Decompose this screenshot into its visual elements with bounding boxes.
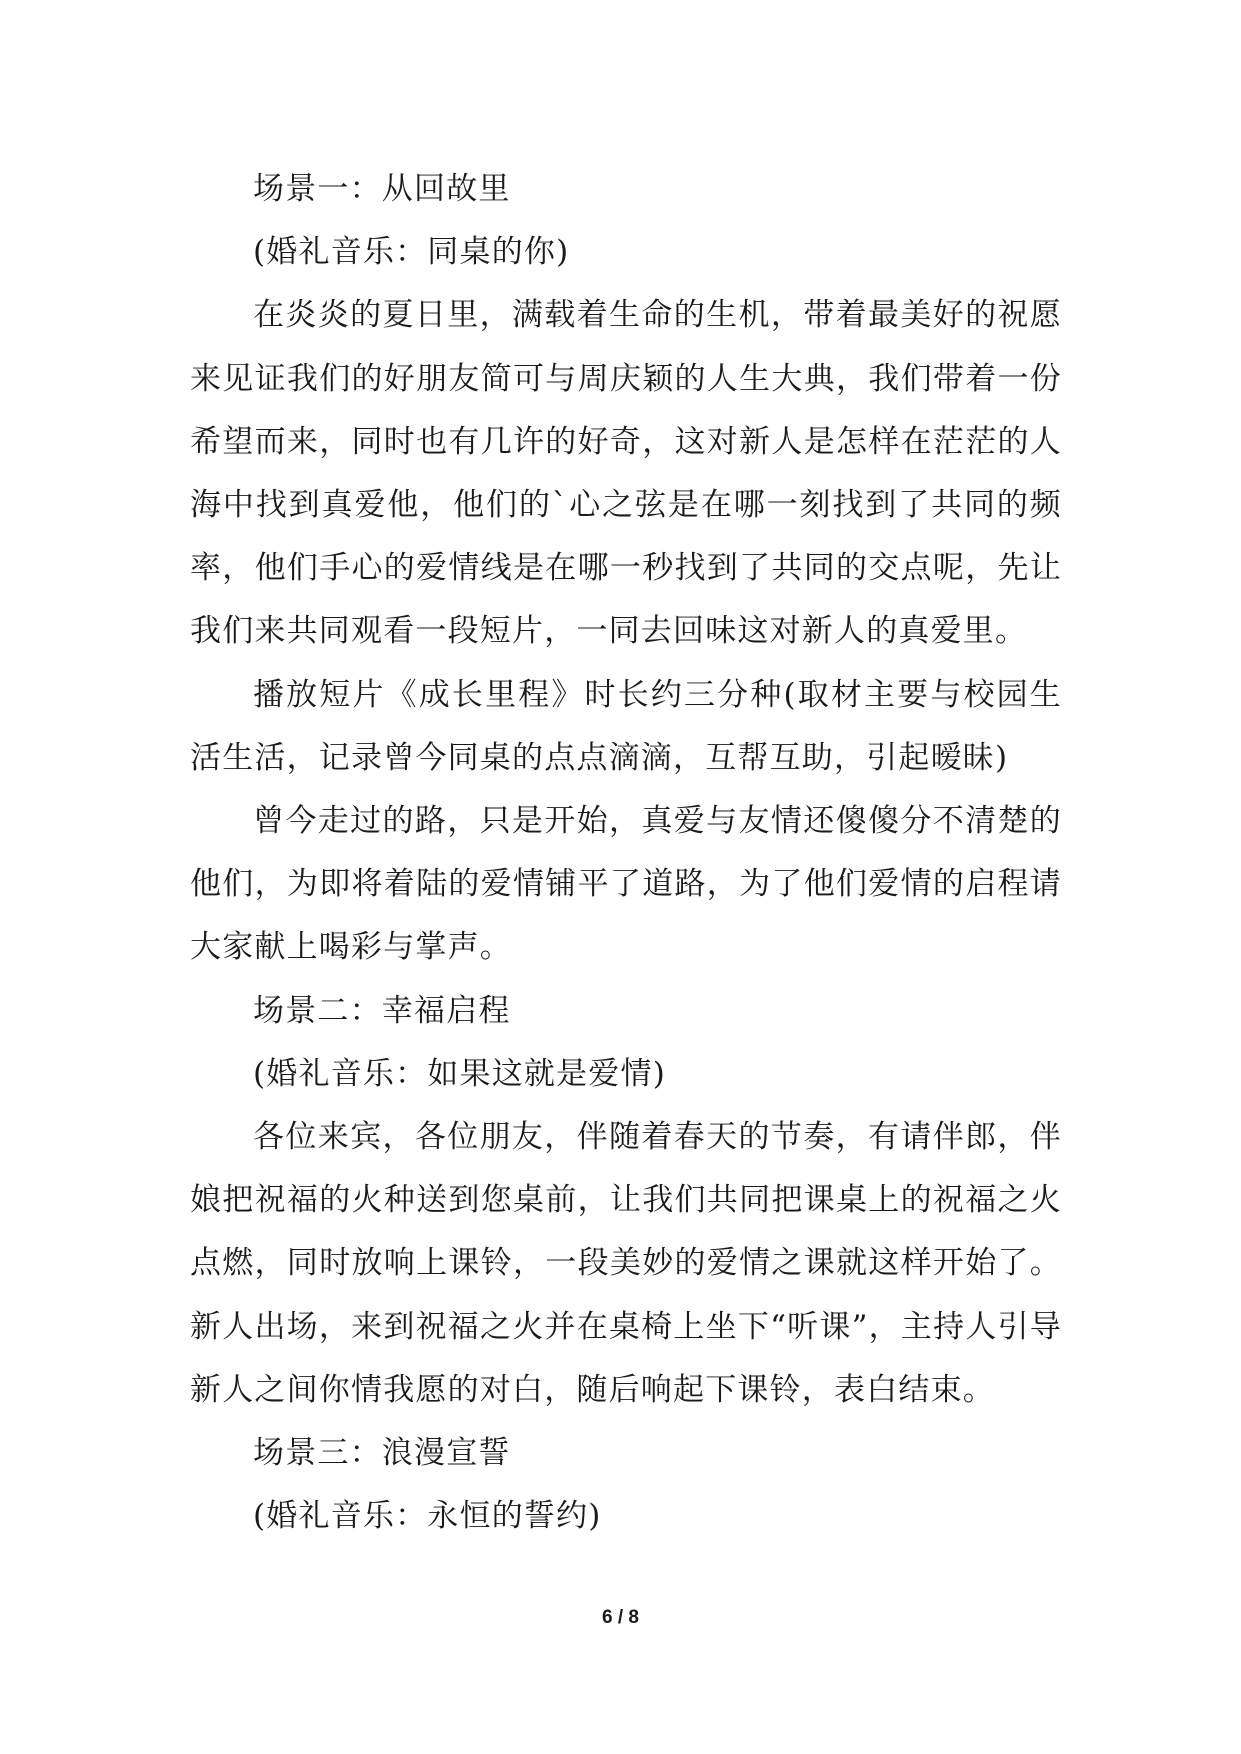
document-body	[190, 158, 1062, 1548]
scene-two-music: (婚礼音乐：如果这就是爱情)	[253, 1055, 666, 1092]
scene-one-music: (婚礼音乐：同桌的你)	[253, 234, 570, 271]
scene-one-heading: 场景一：从回故里	[253, 171, 511, 207]
scene-three-music: (婚礼音乐：永恒的誓约)	[253, 1498, 602, 1535]
scene-two-heading: 场景二：幸福启程	[253, 992, 511, 1029]
page-number: 6 / 8	[602, 1607, 639, 1628]
scene-three-heading: 场景三：浪漫宣誓	[253, 1435, 511, 1472]
scene-one-paragraph: 在炎炎的夏日里，满载着生命的生机，带着最美好的祝愿来见证我们的好朋友简可与周庆颖的人生大典，我们带着一份希望而来，同时也有几许的好奇，这对新人是怎样在茫茫的人海中找到真爱他，他们的`心之弦是在哪一刻找到了共同的频率，他们手心的爱情线是在哪一秒找到了共同的交点呢，先让我们来共同观看一段短片，一同去回味这对新人的真爱里。	[190, 297, 1062, 650]
short-film-paragraph: 播放短片《成长里程》时长约三分种(取材主要与校园生活生活，记录曾今同桌的点点滴滴，互帮互助，引起暧昧)	[190, 676, 1062, 776]
scene-two-paragraph: 各位来宾，各位朋友，伴随着春天的节奏，有请伴郎，伴娘把祝福的火种送到您桌前，让我们共同把课桌上的祝福之火点燃，同时放响上课铃，一段美妙的爱情之课就这样开始了。新人出场，来到祝福之火并在桌椅上坐下“听课”，主持人引导新人之间你情我愿的对白，随后响起下课铃，表白结束。	[190, 1119, 1062, 1408]
past-road-paragraph: 曾今走过的路，只是开始，真爱与友情还傻傻分不清楚的他们，为即将着陆的爱情铺平了道路，为了他们爱情的启程请大家献上喝彩与掌声。	[190, 803, 1062, 966]
